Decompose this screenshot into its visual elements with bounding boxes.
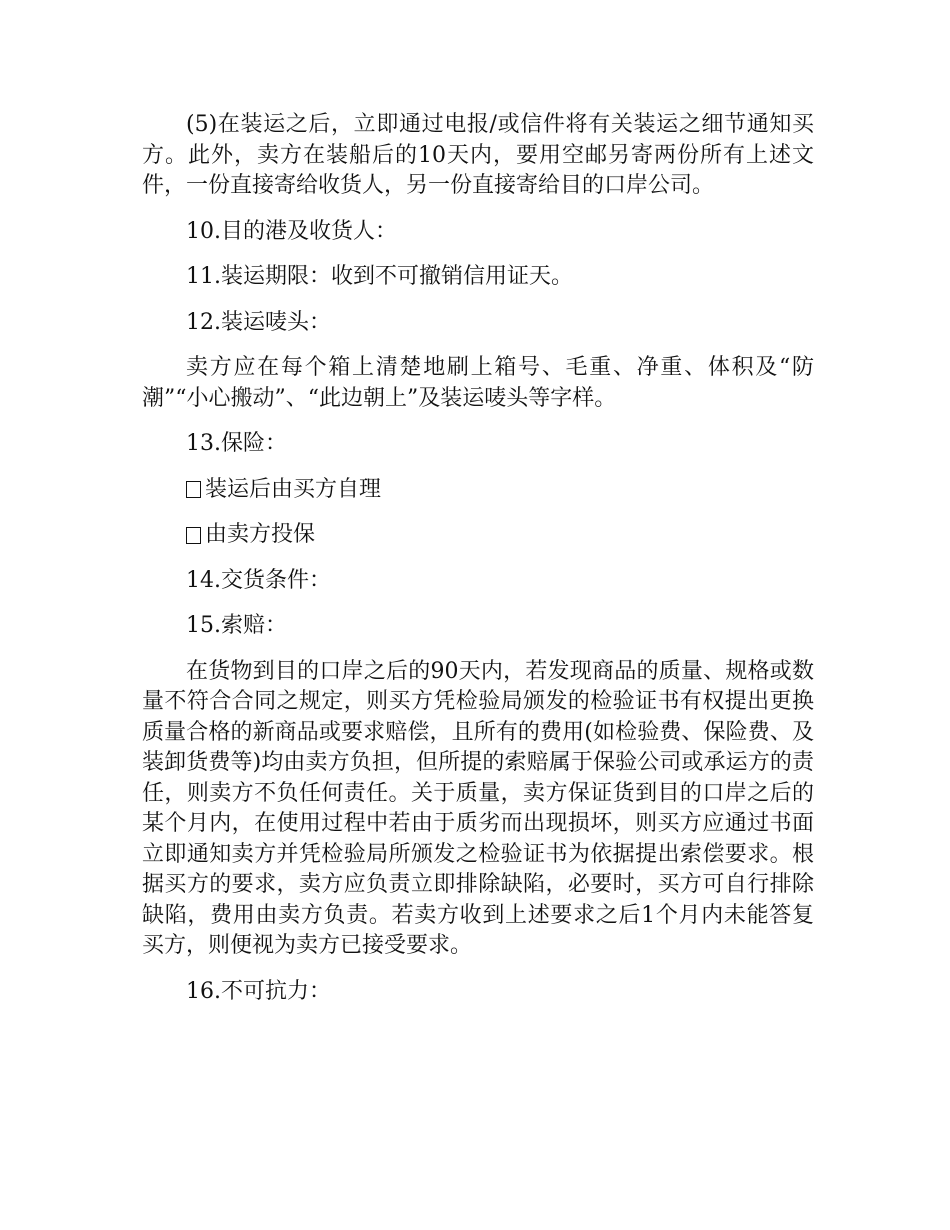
shipping-notice-paragraph: (5)在装运之后，立即通过电报/或信件将有关装运之细节通知买方。此外，卖方在装船后的10天内，要用空邮另寄两份所有上述文件，一份直接寄给收货人，另一份直接寄给目的口岸公司。 [142, 112, 814, 198]
document-page [142, 110, 814, 1022]
insurance-option-seller [142, 520, 814, 551]
section-11-heading: 11.装运期限：收到不可撤销信用证天。 [186, 264, 573, 289]
insurance-option-seller-label: 由卖方投保 [205, 522, 316, 547]
insurance-option-buyer [142, 475, 814, 506]
section-16-heading: 16.不可抗力： [186, 978, 331, 1004]
section-13-heading: 13.保险： [186, 431, 287, 456]
checkbox-icon [186, 527, 201, 544]
checkbox-icon [186, 481, 201, 498]
section-14-heading: 14.交货条件： [186, 567, 331, 593]
claims-paragraph: 在货物到目的口岸之后的90天内，若发现商品的质量、规格或数量不符合合同之规定，则买方凭检验局颁发的检验证书有权提出更换质量合格的新商品或要求赔偿，且所有的费用(如检验费、保险费、及装卸货费等)均由卖方负担，但所提的索赔属于保验公司或承运方的责任，则卖方不负任何责任。关于质量，卖方保证货到目的口岸之后的某个月内，在使用过程中若由于质劣而出现损坏，则买方应通过书面立即通知卖方并凭检验局所颁发之检验证书为依据提出索偿要求。根据买方的要求，卖方应负责立即排除缺陷，必要时，买方可自行排除缺陷，费用由卖方负责。若卖方收到上述要求之后1个月内未能答复买方，则便视为卖方已接受要求。 [142, 658, 814, 958]
section-15-heading: 15.索赔： [186, 613, 287, 638]
section-12-heading: 12.装运唛头： [186, 309, 331, 335]
section-10-heading: 10.目的港及收货人： [186, 218, 397, 244]
insurance-option-buyer-label: 装运后由买方自理 [205, 476, 382, 502]
shipping-marks-paragraph: 卖方应在每个箱上清楚地刷上箱号、毛重、净重、体积及“防潮”“小心搬动”、“此边朝上”及装运唛头等字样。 [142, 355, 814, 411]
